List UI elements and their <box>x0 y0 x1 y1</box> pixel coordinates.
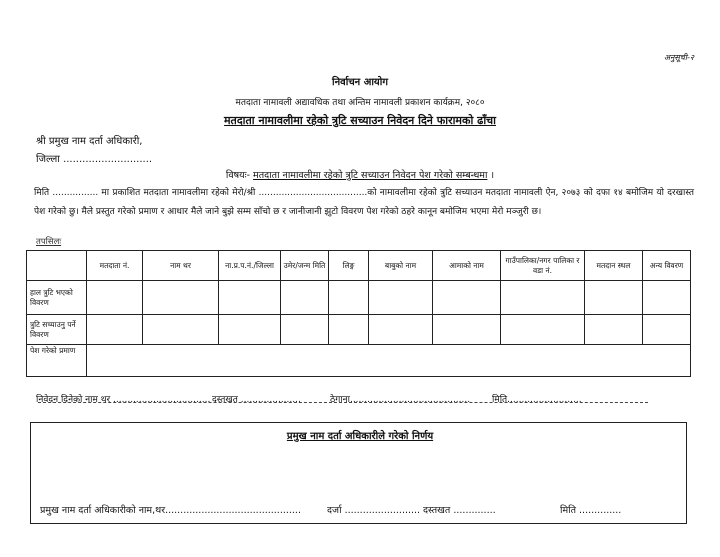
form-title: मतदाता नामावलीमा रहेको त्रुटि सच्याउन निवेदन दिने फारामको ढाँचा <box>223 114 497 127</box>
subject-prefix: विषयः- <box>225 170 251 181</box>
table-header-row <box>27 251 691 281</box>
table-cell[interactable] <box>433 315 501 345</box>
table-cell[interactable] <box>585 315 643 345</box>
table-cell[interactable] <box>219 281 281 315</box>
column-header: बाबुको नाम <box>369 251 433 281</box>
column-header: ना.प्र.प.नं./जिल्ला <box>219 251 281 281</box>
officer-name-field: प्रमुख नाम दर्ता अधिकारीको नाम,थर............................................. <box>40 505 301 516</box>
applicant-address-field: ठेगाना.......................................... <box>330 395 471 405</box>
column-header: उमेर/जन्म मिति <box>281 251 329 281</box>
row-label: त्रुटि सच्याउनु पर्ने विवरण <box>27 315 87 345</box>
applicant-signature-field: दस्तखत ..................... <box>212 395 301 405</box>
table-cell[interactable] <box>433 281 501 315</box>
column-header: मतदाता नं. <box>87 251 143 281</box>
cut-line-divider <box>38 402 648 403</box>
column-header: मतदान स्थल <box>585 251 643 281</box>
table-cell[interactable] <box>87 315 143 345</box>
subject-text: मतदाता नामावलीमा रहेको त्रुटि सच्याउन निवेदन पेश गरेको सम्बन्धमा <box>253 170 488 181</box>
table-row <box>27 281 691 315</box>
addressee-line-2: जिल्ला ............................ <box>36 154 153 165</box>
column-header: आमाको नाम <box>433 251 501 281</box>
table-cell[interactable] <box>329 315 369 345</box>
column-header: अन्य विवरण <box>643 251 691 281</box>
officer-date-field: मिति .............. <box>560 505 622 516</box>
table-cell[interactable] <box>501 315 585 345</box>
table-corner-cell <box>27 251 87 281</box>
subject-line <box>0 168 720 181</box>
applicant-name-field: निवेदन दिनेको नाम थर .................................. <box>36 395 211 405</box>
table-cell[interactable] <box>219 315 281 345</box>
program-title: मतदाता नामावली अद्यावधिक तथा अन्तिम नामावली प्रकाशन कार्यक्रम, २०८० <box>235 98 485 108</box>
column-header: लिङ्ग <box>329 251 369 281</box>
table-cell[interactable] <box>143 315 219 345</box>
addressee-line-1: श्री प्रमुख नाम दर्ता अधिकारी, <box>36 136 143 147</box>
officer-signature-field: दस्तखत .............. <box>423 505 496 516</box>
table-cell[interactable] <box>585 281 643 315</box>
subject-suffix: । <box>490 170 495 181</box>
table-cell[interactable] <box>87 281 143 315</box>
column-header: गाउँपालिका/नगर पालिका र वडा नं. <box>501 251 585 281</box>
table-cell[interactable] <box>643 281 691 315</box>
row-label: पेश गरेको प्रमाण <box>27 345 87 377</box>
annex-label: अनुसूची-२ <box>663 53 694 62</box>
column-header: नाम थर <box>143 251 219 281</box>
table-cell[interactable] <box>501 281 585 315</box>
table-cell[interactable] <box>369 281 433 315</box>
correction-table <box>26 250 691 377</box>
decision-title: प्रमुख नाम दर्ता अधिकारीले गरेको निर्णय <box>286 431 434 442</box>
table-row <box>27 315 691 345</box>
table-cell[interactable] <box>143 281 219 315</box>
table-cell[interactable] <box>369 315 433 345</box>
row-label: हाल त्रुटि भएको विवरण <box>27 281 87 315</box>
officer-rank-field: दर्जा ......................... <box>327 505 421 516</box>
table-cell[interactable] <box>643 315 691 345</box>
table-cell[interactable] <box>281 281 329 315</box>
details-label: तपसिलः <box>36 237 62 247</box>
applicant-date-field: मिति.......................... <box>492 395 582 405</box>
table-row <box>27 345 691 377</box>
table-cell[interactable] <box>329 281 369 315</box>
table-cell[interactable] <box>281 315 329 345</box>
declaration-paragraph: मिति ................ मा प्रकाशित मतदाता नामावलीमा रहेको मेरो/श्री ......................................को नामावलीमा रहेको त्रुटि सच्याउन मतदाता नामावली ऐन, २०७३ को दफा १४ बमोजिम यो दरखास्त पेश गरेको छु। मैले प्रस्तुत गरेको प्रमाण र आधार मैले जाने बुझे सम्म साँचो छ र जानीजानी झुटो विवरण पेश गरेको ठहरे कानून बमोजिम भएमा मेरो मञ्जुरी छ। <box>34 188 694 217</box>
evidence-cell[interactable] <box>87 345 691 377</box>
organization-name: निर्वाचन आयोग <box>332 77 388 88</box>
